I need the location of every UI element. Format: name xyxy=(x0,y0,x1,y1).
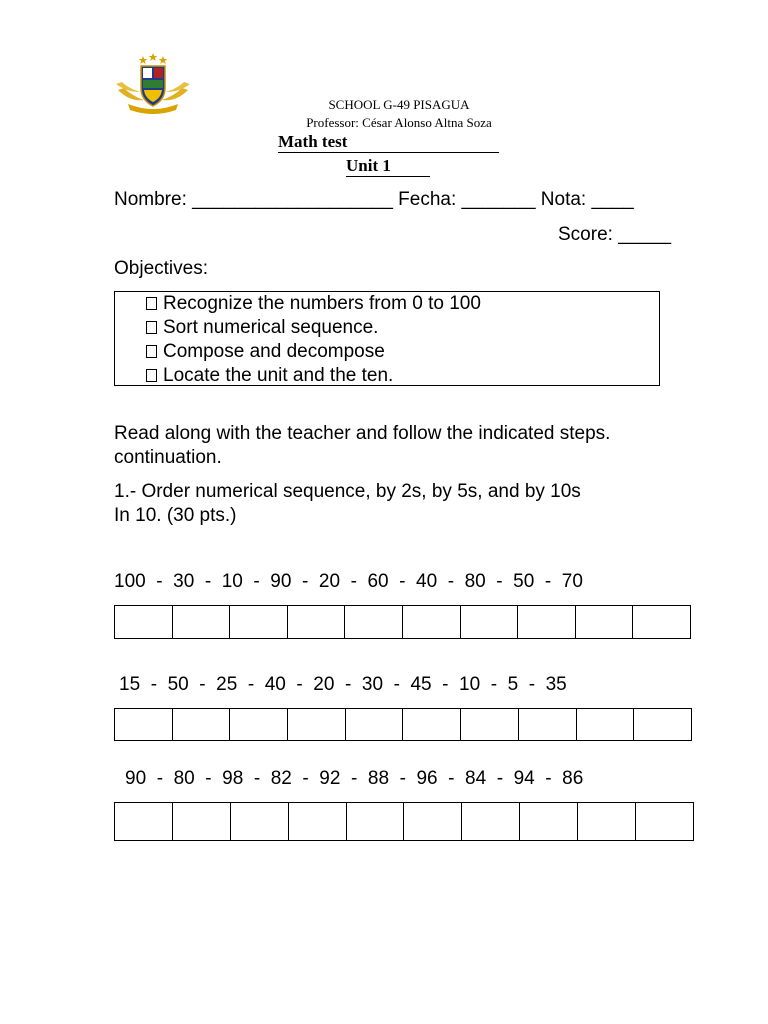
objective-item: Compose and decompose xyxy=(146,340,481,364)
answer-cell[interactable] xyxy=(173,709,231,741)
instructions-line-1: Read along with the teacher and follow the indicated steps. xyxy=(114,423,611,444)
instructions-line-2: continuation. xyxy=(114,447,222,468)
objectives-label: Objectives: xyxy=(114,258,208,279)
student-info-line: Nombre: ___________________ Fecha: _______ Nota: ____ xyxy=(114,189,634,210)
unit-text: Unit 1 xyxy=(346,156,391,175)
sequence-2: 15 - 50 - 25 - 40 - 20 - 30 - 45 - 10 - 5 - 35 xyxy=(119,674,567,695)
answer-cell[interactable] xyxy=(403,709,461,741)
answer-grid-1 xyxy=(114,605,691,639)
answer-cell[interactable] xyxy=(462,803,520,841)
objective-item: Recognize the numbers from 0 to 100 xyxy=(146,292,481,316)
answer-cell[interactable] xyxy=(634,709,692,741)
answer-cell[interactable] xyxy=(173,606,231,639)
test-title: Math test xyxy=(278,132,499,153)
instructions xyxy=(114,422,674,470)
answer-grid-2 xyxy=(114,708,692,741)
answer-cell[interactable] xyxy=(577,709,635,741)
checkbox-bullet-icon xyxy=(146,321,157,334)
answer-cell[interactable] xyxy=(115,709,173,741)
checkbox-bullet-icon xyxy=(146,369,157,382)
answer-cell[interactable] xyxy=(578,803,636,841)
question-1-line-2: In 10. (30 pts.) xyxy=(114,505,237,526)
checkbox-bullet-icon xyxy=(146,345,157,358)
objective-item: Sort numerical sequence. xyxy=(146,316,481,340)
answer-cell[interactable] xyxy=(230,606,288,639)
sequence-3: 90 - 80 - 98 - 82 - 92 - 88 - 96 - 84 - 94 - 86 xyxy=(125,768,584,789)
answer-cell[interactable] xyxy=(115,803,173,841)
objectives-list xyxy=(146,292,481,388)
answer-cell[interactable] xyxy=(461,709,519,741)
checkbox-bullet-icon xyxy=(146,297,157,310)
answer-cell[interactable] xyxy=(347,803,405,841)
answer-cell[interactable] xyxy=(520,803,578,841)
answer-cell[interactable] xyxy=(173,803,231,841)
answer-cell[interactable] xyxy=(404,803,462,841)
score-field: Score: _____ xyxy=(558,224,672,245)
answer-cell[interactable] xyxy=(636,803,694,841)
answer-cell[interactable] xyxy=(403,606,461,639)
professor-name: Professor: César Alonso Altna Soza xyxy=(306,115,492,130)
answer-cell[interactable] xyxy=(518,606,576,639)
sequence-1: 100 - 30 - 10 - 90 - 20 - 60 - 40 - 80 - 50 - 70 xyxy=(114,571,583,592)
answer-cell[interactable] xyxy=(461,606,519,639)
unit-label xyxy=(346,156,430,177)
answer-cell[interactable] xyxy=(345,606,403,639)
answer-cell[interactable] xyxy=(289,803,347,841)
question-1 xyxy=(114,480,674,528)
answer-cell[interactable] xyxy=(288,709,346,741)
objective-item: Locate the unit and the ten. xyxy=(146,364,481,388)
answer-cell[interactable] xyxy=(288,606,346,639)
answer-cell[interactable] xyxy=(346,709,404,741)
answer-cell[interactable] xyxy=(576,606,634,639)
answer-cell[interactable] xyxy=(115,606,173,639)
school-name: SCHOOL G-49 PISAGUA xyxy=(328,97,470,112)
answer-cell[interactable] xyxy=(231,803,289,841)
question-1-line-1: 1.- Order numerical sequence, by 2s, by 5s, and by 10s xyxy=(114,481,581,502)
answer-cell[interactable] xyxy=(519,709,577,741)
answer-grid-3 xyxy=(114,802,694,841)
answer-cell[interactable] xyxy=(633,606,691,639)
answer-cell[interactable] xyxy=(230,709,288,741)
